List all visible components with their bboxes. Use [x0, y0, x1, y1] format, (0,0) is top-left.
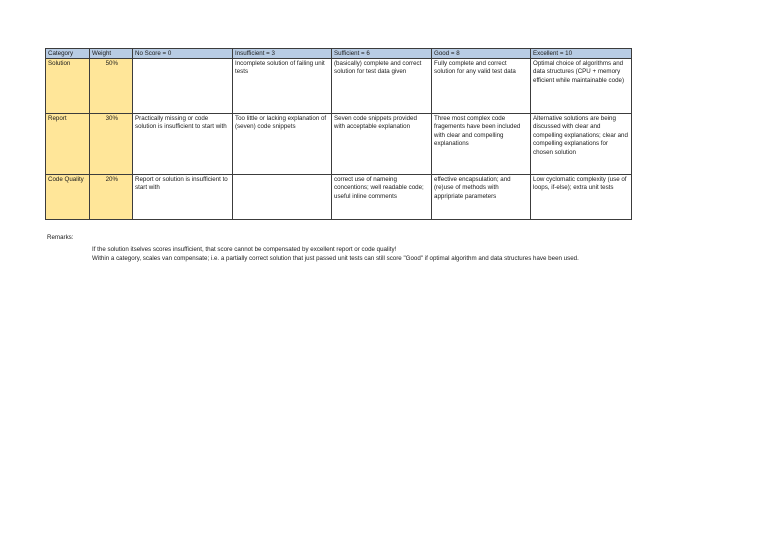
header-row — [46, 49, 632, 59]
excellent-cell: Optimal choice of algorithms and data structures (CPU + memory efficient while maintainable code) — [531, 59, 632, 114]
remark-line: If the solution itselves scores insufficient, that score cannot be compensated by excellent report or code quality! — [92, 246, 397, 253]
category-cell: Code Quality — [46, 175, 90, 220]
good-cell: Fully complete and correct solution for any valid test data — [432, 59, 531, 114]
no-score-cell — [133, 59, 233, 114]
table-row-solution — [46, 59, 632, 114]
header-insufficient: Insufficient = 3 — [233, 49, 332, 59]
table-row-report — [46, 114, 632, 175]
remarks-title: Remarks: — [47, 234, 74, 241]
header-no-score: No Score = 0 — [133, 49, 233, 59]
good-cell: Three most complex code fragements have been included with clear and compelling explanations — [432, 114, 531, 175]
excellent-cell: Low cyclomatic complexity (use of loops, if-else); extra unit tests — [531, 175, 632, 220]
insufficient-cell: Too little or lacking explanation of (seven) code snippets — [233, 114, 332, 175]
header-sufficient: Sufficient = 6 — [332, 49, 432, 59]
remark-line: Within a category, scales van compensate; i.e. a partially correct solution that just passed unit tests can still score "Good" if optimal algorithm and data structures have been used. — [92, 255, 579, 262]
category-cell: Report — [46, 114, 90, 175]
header-weight: Weight — [90, 49, 133, 59]
sufficient-cell: correct use of nameing concentions; well readable code; useful inline comments — [332, 175, 432, 220]
good-cell: effective encapsulation; and (re)use of methods with appripriate parameters — [432, 175, 531, 220]
table-row-code-quality — [46, 175, 632, 220]
sufficient-cell: (basically) complete and correct solution for test data given — [332, 59, 432, 114]
insufficient-cell — [233, 175, 332, 220]
excellent-cell: Alternative solutions are being discussed with clear and compelling explanations; clear and compelling explanations for chosen solution — [531, 114, 632, 175]
no-score-cell: Report or solution is insufficient to start with — [133, 175, 233, 220]
header-category: Category — [46, 49, 90, 59]
no-score-cell: Practically missing or code solution is insufficient to start with — [133, 114, 233, 175]
weight-cell: 20% — [90, 175, 133, 220]
header-good: Good = 8 — [432, 49, 531, 59]
rubric-table — [45, 48, 632, 220]
weight-cell: 50% — [90, 59, 133, 114]
category-cell: Solution — [46, 59, 90, 114]
remarks-section — [47, 233, 747, 263]
insufficient-cell: Incomplete solution of failing unit tests — [233, 59, 332, 114]
sufficient-cell: Seven code snippets provided with acceptable explanation — [332, 114, 432, 175]
header-excellent: Excellent = 10 — [531, 49, 632, 59]
weight-cell: 30% — [90, 114, 133, 175]
